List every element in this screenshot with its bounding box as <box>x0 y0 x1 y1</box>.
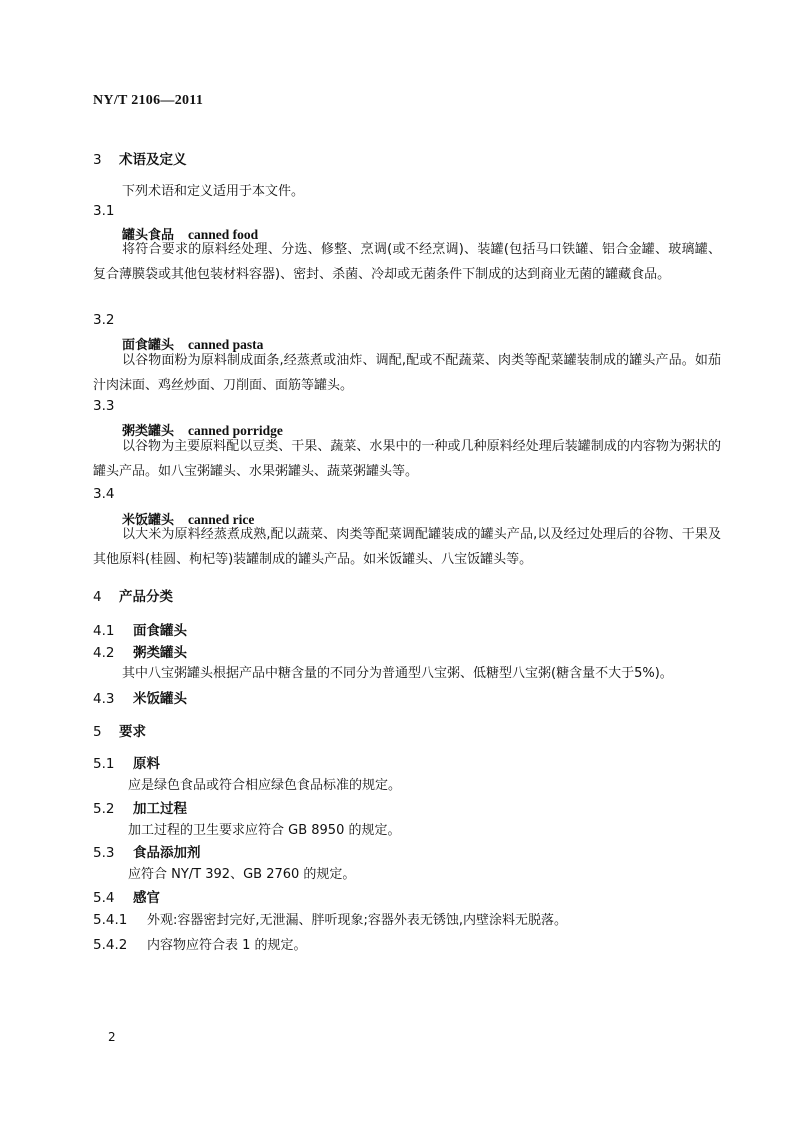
term-en: canned pasta <box>188 337 264 352</box>
section-3-intro: 下列术语和定义适用于本文件。 <box>122 184 305 199</box>
section-number: 4 <box>93 589 102 605</box>
clause-number: 5.4.1 <box>93 912 128 928</box>
clause-4-2-text: 其中八宝粥罐头根据产品中糖含量的不同分为普通型八宝粥、低糖型八宝粥(糖含量不大于5%)。 <box>122 666 673 681</box>
clause-number: 5.2 <box>93 801 115 817</box>
section-number: 5 <box>93 724 102 740</box>
clause-5-4-1 <box>93 909 567 928</box>
clause-text: 外观:容器密封完好,无泄漏、胖听现象;容器外表无锈蚀,内壁涂料无脱落。 <box>147 913 568 928</box>
clause-5-4-2 <box>93 934 307 953</box>
clause-5-4-heading <box>93 886 160 906</box>
clause-3-1-number: 3.1 <box>93 203 115 219</box>
clause-3-2-number: 3.2 <box>93 312 115 328</box>
definition-3-2: 以谷物面粉为原料制成面条,经蒸煮或油炸、调配,配或不配蔬菜、肉类等配菜罐装制成的罐头产品。如茄汁肉沫面、鸡丝炒面、刀削面、面筋等罐头。 <box>93 353 721 393</box>
clause-title: 米饭罐头 <box>133 691 187 707</box>
page-number: 2 <box>108 1030 116 1044</box>
definition-3-1: 将符合要求的原料经处理、分选、修整、烹调(或不经烹调)、装罐(包括马口铁罐、铝合金罐、玻璃罐、复合薄膜袋或其他包装材料容器)、密封、杀菌、冷却或无菌条件下制成的达到商业无菌的罐藏食品。 <box>93 242 721 282</box>
clause-3-3-number: 3.3 <box>93 398 115 414</box>
definition-3-3: 以谷物为主要原料配以豆类、干果、蔬菜、水果中的一种或几种原料经处理后装罐制成的内容物为粥状的罐头产品。如八宝粥罐头、水果粥罐头、蔬菜粥罐头等。 <box>93 439 721 479</box>
section-4-heading <box>93 585 173 605</box>
clause-3-4-number: 3.4 <box>93 486 115 502</box>
section-number: 3 <box>93 152 102 168</box>
clause-4-1-heading <box>93 619 187 639</box>
clause-title: 原料 <box>133 756 160 772</box>
clause-number: 5.4.2 <box>93 937 128 953</box>
clause-number: 5.4 <box>93 890 115 906</box>
clause-title: 面食罐头 <box>133 623 187 639</box>
standard-code: NY/T 2106—2011 <box>93 93 204 108</box>
term-zh: 粥类罐头 <box>122 424 175 439</box>
definition-3-4: 以大米为原料经蒸煮成熟,配以蔬菜、肉类等配菜调配罐装成的罐头产品,以及经过处理后的谷物、干果及其他原料(桂圆、枸杞等)装罐制成的罐头产品。如米饭罐头、八宝饭罐头等。 <box>93 527 721 567</box>
clause-5-3-heading <box>93 841 201 861</box>
clause-number: 4.1 <box>93 623 115 639</box>
term-en: canned rice <box>188 512 255 527</box>
section-title: 要求 <box>119 724 146 740</box>
term-zh: 罐头食品 <box>122 228 175 243</box>
clause-title: 感官 <box>133 890 160 906</box>
term-en: canned porridge <box>188 423 283 438</box>
section-title: 产品分类 <box>119 589 173 605</box>
clause-number: 5.3 <box>93 845 115 861</box>
clause-4-2-heading <box>93 641 187 661</box>
section-title: 术语及定义 <box>119 152 187 168</box>
clause-text: 内容物应符合表 1 的规定。 <box>147 938 307 953</box>
term-zh: 面食罐头 <box>122 338 175 353</box>
clause-title: 粥类罐头 <box>133 645 187 661</box>
clause-5-1-text: 应是绿色食品或符合相应绿色食品标准的规定。 <box>128 778 402 793</box>
clause-5-3-text: 应符合 NY/T 392、GB 2760 的规定。 <box>128 867 356 882</box>
clause-4-3-heading <box>93 687 187 707</box>
clause-5-2-text: 加工过程的卫生要求应符合 GB 8950 的规定。 <box>128 823 401 838</box>
section-5-heading <box>93 720 146 740</box>
clause-title: 加工过程 <box>133 801 187 817</box>
clause-5-1-heading <box>93 752 160 772</box>
clause-number: 5.1 <box>93 756 115 772</box>
clause-5-2-heading <box>93 797 187 817</box>
section-3-heading <box>93 148 187 168</box>
clause-number: 4.2 <box>93 645 115 661</box>
term-en: canned food <box>188 227 259 242</box>
clause-number: 4.3 <box>93 691 115 707</box>
clause-title: 食品添加剂 <box>133 845 201 861</box>
term-zh: 米饭罐头 <box>122 513 175 528</box>
